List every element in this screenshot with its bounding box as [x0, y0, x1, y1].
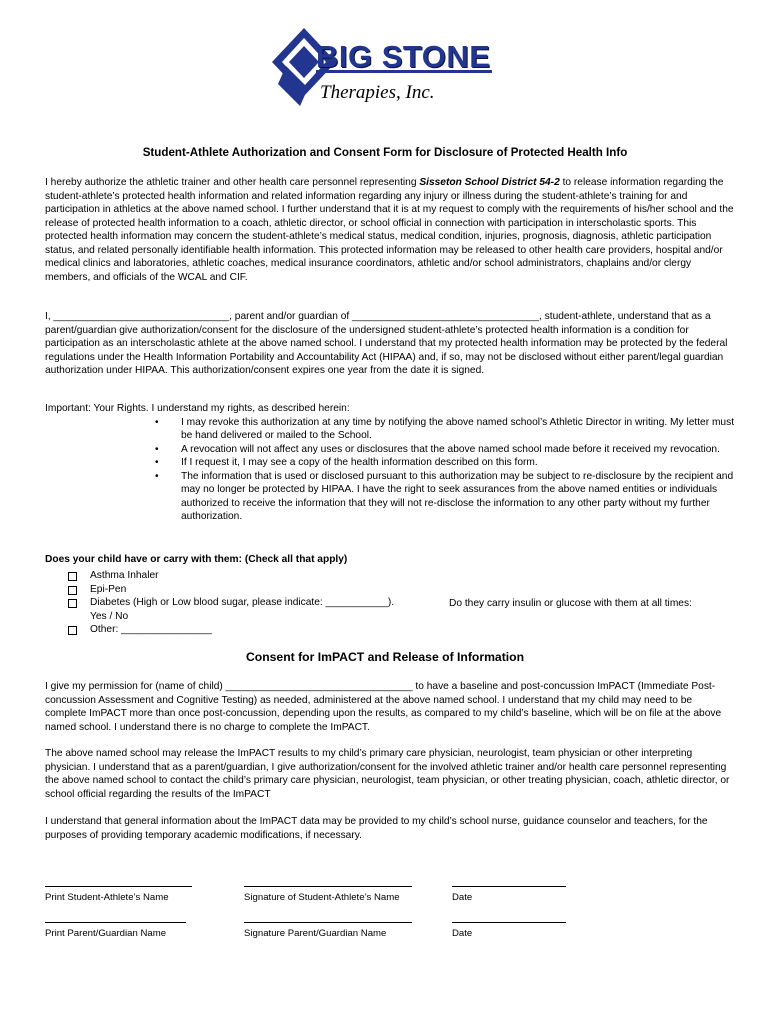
authorization-text-after: to release information regarding the student-athlete’s protected health information and related information regarding any injury or illness during the student-athlete’s training for and participation in athletics at the above named school. I further understand that it is at my request to comply with the requirements of his/her school and the release of protected health information to a coach, athletic director, or school official in connection with participation in interscholastic sports. This protected health information may concern the student-athlete’s medical status, medical condition, injuries, prognosis, diagnosis, athletic participation status, and related personally identifiable health information. This protected information may be released to other health care providers, hospital and/or medical clinics and laboratories, athletic coaches, medical insurance coordinators, athletic and/or school administrators, chaplains and/or clergy members, and officials of the WCAL and CIF.: [45, 177, 734, 283]
logo-brand-text: BIG STONE: [316, 39, 491, 74]
checkbox-label: Asthma Inhaler: [90, 570, 159, 581]
medical-question: Does your child have or carry with them: (Check all that apply): [45, 554, 348, 565]
checkbox-asthma-inhaler[interactable]: [68, 572, 77, 581]
bullet-icon: •: [155, 443, 159, 455]
signature-label: Date: [452, 892, 473, 903]
checklist-item: [66, 569, 736, 583]
rights-list: [45, 416, 735, 524]
signature-label: Signature of Student-Athlete’s Name: [244, 892, 400, 903]
authorization-paragraph: [45, 176, 735, 284]
guardian-name-field[interactable]: [45, 922, 186, 939]
company-logo: [270, 26, 500, 110]
checkbox-label: Diabetes (High or Low blood sugar, please indicate: ___________).: [90, 597, 395, 608]
impact-paragraph: I understand that general information about the ImPACT data may be provided to my child’s school nurse, guidance counselor and teachers, for the purposes of providing temporary academic modifications, if necessary.: [45, 816, 708, 841]
checklist-item: [66, 610, 736, 624]
checklist-item: [66, 583, 736, 597]
checklist-item: [66, 623, 736, 637]
signature-label: Print Student-Athlete’s Name: [45, 892, 169, 903]
checkbox-other[interactable]: [68, 626, 77, 635]
checkbox-label: Epi-Pen: [90, 583, 127, 595]
signature-label: Date: [452, 928, 473, 939]
guardian-signature-field[interactable]: [244, 922, 412, 939]
rights-item: • If I request it, I may see a copy of the health information described on this form.: [155, 457, 538, 468]
impact-paragraph: I give my permission for (name of child) _________________________________ to have a baseline and post-concussion ImPACT (Immediate Post-concussion Assessment and Cognitive Testing) as needed, administered at the above named school. I understand that my child may need to be complete ImPACT more than once post-concussion, depending upon the results, as compared to my child’s baseline, which will be on file at the above named school. I understand there is no charge to complete the ImPACT.: [45, 681, 722, 733]
date-field-2[interactable]: [452, 922, 566, 939]
checkbox-diabetes[interactable]: [68, 599, 77, 608]
signature-label: Print Parent/Guardian Name: [45, 928, 167, 939]
rights-item: • The information that is used or disclosed pursuant to this authorization may be subject to re-disclosure by the recipient and may no longer be protected by HIPAA. I have the right to seek assurances from the above named entities or individuals authorized to receive the information that they will not re-disclose the information to any other party without my further authorization.: [155, 470, 734, 522]
checkbox-label: Other: ________________: [90, 624, 212, 635]
signature-label: Signature Parent/Guardian Name: [244, 928, 387, 939]
yes-no-option: Yes / No: [90, 610, 129, 622]
student-name-field[interactable]: [45, 886, 192, 903]
bullet-icon: •: [155, 470, 159, 482]
school-name: Sisseton School District 54-2: [419, 177, 560, 188]
student-signature-field[interactable]: [244, 886, 412, 903]
bullet-icon: •: [155, 416, 159, 428]
logo-subtitle: Therapies, Inc.: [320, 82, 435, 103]
impact-paragraph: The above named school may release the ImPACT results to my child’s primary care physician, neurologist, team physician or other interpreting physician. I understand that as a parent/guardian, I give authorization/consent for the involved athletic trainer and/or health care personnel representing the above named school to contact the child’s primary care physician, neurologist, team physician, or other treating physician, coach, athletic director, or school official regarding the results of the ImPACT: [45, 748, 730, 800]
rights-section: [45, 402, 735, 524]
rights-item: • A revocation will not affect any uses or disclosures that the above named school made before it received my revocation.: [155, 443, 720, 455]
checkbox-epi-pen[interactable]: [68, 586, 77, 595]
rights-heading: Important: Your Rights. I understand my rights, as described herein:: [45, 403, 350, 414]
impact-section-title: Consent for ImPACT and Release of Information: [245, 650, 525, 664]
date-field-1[interactable]: [452, 886, 566, 903]
form-title: Student-Athlete Authorization and Consent Form for Disclosure of Protected Health Info: [142, 146, 628, 159]
insulin-question: Do they carry insulin or glucose with them at all times:: [449, 598, 692, 609]
authorization-text-before: I hereby authorize the athletic trainer and other health care personnel representing: [45, 177, 420, 188]
rights-item: • I may revoke this authorization at any time by notifying the above named school’s Athletic Director in writing. My letter must be hand delivered or mailed to the School.: [155, 416, 735, 441]
bullet-icon: •: [155, 457, 159, 468]
guardian-consent-paragraph: I, _______________________________, parent and/or guardian of _________________________________, student-athlete, understand that as a parent/guardian give authorization/consent for the disclosure of the undersigned student-athlete’s protected health information is a condition for participation as an interscholastic athlete at the above named school. I understand that my protected health information may be protected by the federal regulations under the Health Information Portability and Accountability Act (HIPAA) and, if so, may not be disclosed without either parent/legal guardian authorization under HIPAA. This authorization/consent expires one year from the date it is signed.: [45, 311, 728, 376]
